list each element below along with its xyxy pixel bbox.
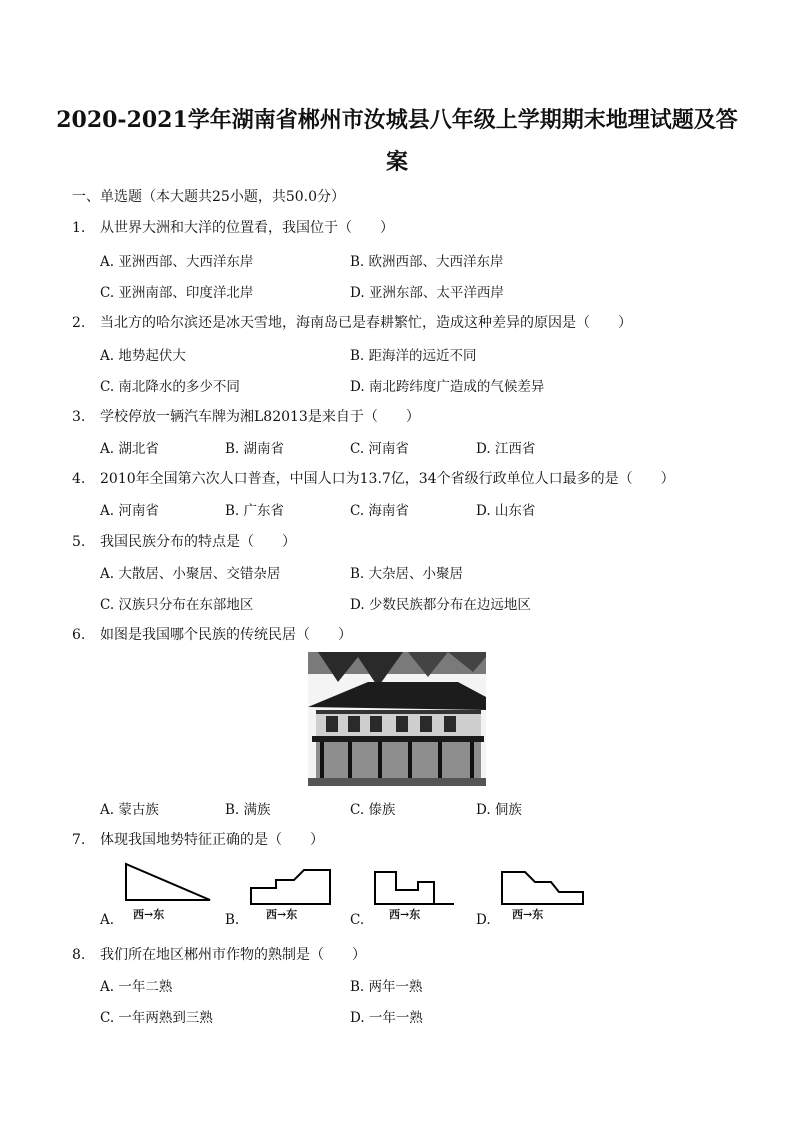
option-c: C. <box>350 912 365 928</box>
question-8: 8. 我们所在地区郴州市作物的熟制是（ ） <box>72 947 366 963</box>
question-text: 体现我国地势特征正确的是（ ） <box>100 832 324 848</box>
question-6: 6. 如图是我国哪个民族的传统民居（ ） <box>72 627 352 643</box>
question-7: 7. 体现我国地势特征正确的是（ ） <box>72 832 324 848</box>
option-b: B. <box>225 912 240 928</box>
option-c: C. 海南省 <box>350 503 409 519</box>
option-b: B. 满族 <box>225 802 271 818</box>
option-d: D. 江西省 <box>476 441 536 457</box>
question-text: 如图是我国哪个民族的传统民居（ ） <box>100 627 352 643</box>
option-a: A. 大散居、小聚居、交错杂居 <box>100 566 281 582</box>
terrain-profile-c <box>372 866 458 910</box>
option-b: B. 广东省 <box>225 503 285 519</box>
question-2: 2. 当北方的哈尔滨还是冰天雪地，海南岛已是春耕繁忙，造成这种差异的原因是（ ） <box>72 315 632 331</box>
direction-label: 西→东 <box>389 908 421 921</box>
option-a: A. 亚洲西部、大西洋东岸 <box>100 254 254 270</box>
option-c: C. 亚洲南部、印度洋北岸 <box>100 285 254 301</box>
option-b: B. 欧洲西部、大西洋东岸 <box>350 254 504 270</box>
option-a: A. <box>100 912 115 928</box>
option-d: D. 亚洲东部、太平洋西岸 <box>350 285 504 301</box>
question-1: 1. 从世界大洲和大洋的位置看，我国位于（ ） <box>72 220 394 236</box>
option-c: C. 傣族 <box>350 802 396 818</box>
option-d: D. 少数民族都分布在边远地区 <box>350 597 531 613</box>
option-a: A. 蒙古族 <box>100 802 159 818</box>
option-c: C. 南北降水的多少不同 <box>100 379 240 395</box>
option-c: C. 河南省 <box>350 441 409 457</box>
option-b: B. 两年一熟 <box>350 979 423 995</box>
terrain-profile-b <box>248 866 334 910</box>
option-b: B. 湖南省 <box>225 441 285 457</box>
question-4: 4. 2010年全国第六次人口普查，中国人口为13.7亿，34个省级行政单位人口最多的是（ ） <box>72 471 675 487</box>
option-d: D. <box>476 912 491 928</box>
question-3: 3. 学校停放一辆汽车牌为湘L82013是来自于（ ） <box>72 409 420 425</box>
option-d: D. 南北跨纬度广造成的气候差异 <box>350 379 545 395</box>
direction-label: 西→东 <box>512 908 544 921</box>
page-title-continued: 案 <box>385 149 408 175</box>
option-c: C. 汉族只分布在东部地区 <box>100 597 254 613</box>
question-text: 学校停放一辆汽车牌为湘L82013是来自于（ ） <box>100 409 420 425</box>
question-text: 当北方的哈尔滨还是冰天雪地，海南岛已是春耕繁忙，造成这种差异的原因是（ ） <box>100 315 632 331</box>
option-a: A. 湖北省 <box>100 441 159 457</box>
option-d: D. 山东省 <box>476 503 536 519</box>
option-c: C. 一年两熟到三熟 <box>100 1010 213 1026</box>
option-a: A. 地势起伏大 <box>100 348 186 364</box>
question-text: 从世界大洲和大洋的位置看，我国位于（ ） <box>100 220 394 236</box>
page-title: 2020-2021学年湖南省郴州市汝城县八年级上学期期末地理试题及答 <box>56 107 738 133</box>
option-d: D. 一年一熟 <box>350 1010 423 1026</box>
question-text: 我们所在地区郴州市作物的熟制是（ ） <box>100 947 366 963</box>
question-text: 我国民族分布的特点是（ ） <box>100 534 296 550</box>
option-a: A. 一年二熟 <box>100 979 173 995</box>
question-5: 5. 我国民族分布的特点是（ ） <box>72 534 296 550</box>
section-heading: 一、单选题（本大题共25小题，共50.0分） <box>72 189 345 205</box>
option-d: D. 侗族 <box>476 802 522 818</box>
option-b: B. 大杂居、小聚居 <box>350 566 464 582</box>
direction-label: 西→东 <box>133 908 165 921</box>
stilt-house-photo <box>308 652 486 786</box>
option-b: B. 距海洋的远近不同 <box>350 348 477 364</box>
terrain-profile-d <box>499 866 585 910</box>
direction-label: 西→东 <box>266 908 298 921</box>
question-text: 2010年全国第六次人口普查，中国人口为13.7亿，34个省级行政单位人口最多的是（ ） <box>100 471 675 487</box>
option-a: A. 河南省 <box>100 503 159 519</box>
